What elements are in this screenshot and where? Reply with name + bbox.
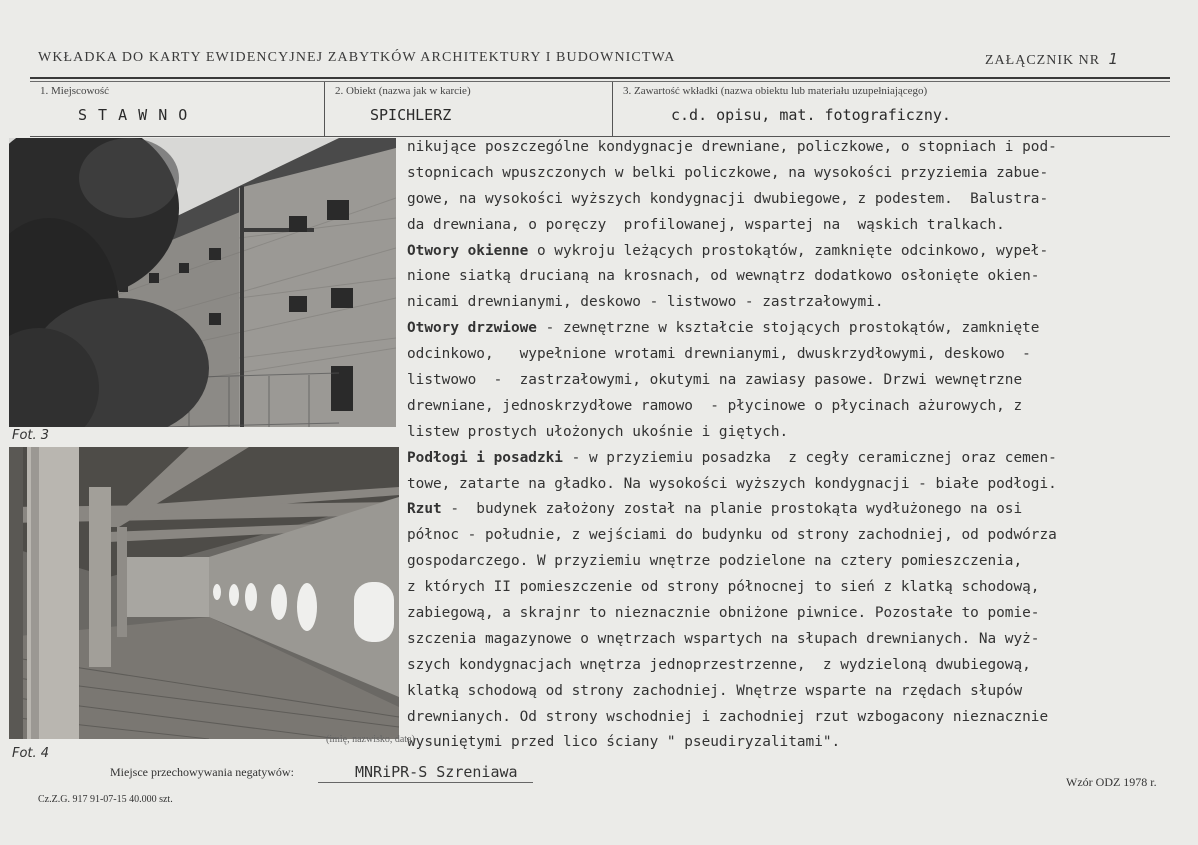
text-line-content: odcinkowo, wypełnione wrotami drewnianymi, dwuskrzydłowymi, deskowo - bbox=[407, 346, 1031, 363]
text-line bbox=[407, 601, 1169, 627]
photo-interior bbox=[9, 447, 399, 739]
section-heading: Otwory okienne bbox=[407, 242, 529, 259]
text-line-content: - zewnętrzne w kształcie stojących prostokątów, zamknięte bbox=[536, 320, 1040, 337]
text-line bbox=[407, 705, 1169, 731]
text-line-content: stopnicach wpuszczonych w belki policzkowe, na wysokości przyziemia zabue- bbox=[407, 164, 1049, 181]
annex-number-value: 1 bbox=[1108, 50, 1120, 68]
text-line bbox=[407, 575, 1169, 601]
header-rule bbox=[30, 77, 1170, 79]
text-line-content: - budynek założony został na planie prostokąta wydłużonego na osi bbox=[441, 501, 1023, 518]
text-line-content: północ - południe, z wejściami do budynku od strony zachodniej, od podwórza bbox=[407, 527, 1057, 544]
text-line bbox=[407, 523, 1169, 549]
form-title: WKŁADKA DO KARTY EWIDENCYJNEJ ZABYTKÓW ARCHITEKTURY I BUDOWNICTWA bbox=[38, 50, 676, 65]
annex-label: ZAŁĄCZNIK NR bbox=[985, 53, 1101, 68]
text-line-content: zabiegową, a skrajnr to nieznacznie obniżone piwnice. Pozostałe to pomie- bbox=[407, 605, 1040, 622]
signature-caption: (imię, nazwisko, data) bbox=[326, 734, 415, 745]
text-line-content: z których II pomieszczenie od strony północnej to sień z klatką schodową, bbox=[407, 579, 1040, 596]
text-line-content: nicami drewnianymi, deskowo - listwowo - zastrzałowymi. bbox=[407, 294, 884, 311]
section-heading: Rzut bbox=[407, 501, 442, 518]
field-locality bbox=[30, 82, 324, 136]
text-line bbox=[407, 653, 1169, 679]
section-heading: Podłogi i posadzki bbox=[407, 449, 563, 466]
form-template: Wzór ODZ 1978 r. bbox=[1066, 775, 1157, 789]
photo-label: Fot. 3 bbox=[12, 428, 50, 443]
field-label: 3. Zawartość wkładki (nazwa obiektu lub materiału uzupełniającego) bbox=[623, 85, 928, 97]
text-line-content: nikujące poszczególne kondygnacje drewniane, policzkowe, o stopniach i pod- bbox=[407, 139, 1057, 155]
text-line bbox=[407, 549, 1169, 575]
text-line-content: listew prostych ułożonych ukośnie i giętych. bbox=[407, 423, 789, 440]
text-line-content: wysuniętymi przed lico ściany " pseudiryzalitami". bbox=[407, 734, 841, 751]
text-line bbox=[407, 394, 1169, 420]
photo-exterior bbox=[9, 138, 396, 427]
field-label: 2. Obiekt (nazwa jak w karcie) bbox=[335, 85, 471, 97]
negatives-label: Miejsce przechowywania negatywów: bbox=[110, 765, 294, 779]
text-line bbox=[407, 730, 1169, 756]
text-line-content: nione siatką drucianą na krosnach, od wewnątrz dodatkowo osłonięte okien- bbox=[407, 268, 1040, 285]
text-line bbox=[407, 420, 1169, 446]
text-line bbox=[407, 135, 1169, 161]
text-line-content: da drewniana, o poręczy profilowanej, wspartej na wąskich tralkach. bbox=[407, 216, 1005, 233]
text-line-content: drewnianych. Od strony wschodniej i zachodniej rzut wzbogacony nieznacznie bbox=[407, 708, 1049, 725]
text-line bbox=[407, 679, 1169, 705]
text-line-content: klatką schodową od strony zachodniej. Wnętrze wsparte na rzędach słupów bbox=[407, 682, 1023, 699]
text-line-content: gospodarczego. W przyziemiu wnętrze podzielone na cztery pomieszczenia, bbox=[407, 553, 1023, 570]
annex-number bbox=[985, 50, 1119, 69]
text-line-content: gowe, na wysokości wyższych kondygnacji dwubiegowe, z podestem. Balustra- bbox=[407, 190, 1049, 207]
text-line bbox=[407, 342, 1169, 368]
text-line bbox=[407, 627, 1169, 653]
text-line-content: szczenia magazynowe o wnętrzach wspartych na słupach drewnianych. Na wyż- bbox=[407, 630, 1040, 647]
negatives-location: MNRiPR-S Szreniawa bbox=[355, 763, 518, 781]
text-line-content: o wykroju leżących prostokątów, zamknięte odcinkowo, wypeł- bbox=[528, 242, 1049, 259]
text-line bbox=[407, 290, 1169, 316]
text-line-content: szych kondygnacjach wnętrza jednoprzestrzenne, z wydzieloną dwubiegową, bbox=[407, 656, 1031, 673]
text-line-content: towe, zatarte na gładko. Na wysokości wyższych kondygnacji - białe podłogi. bbox=[407, 475, 1057, 492]
text-line bbox=[407, 213, 1169, 239]
fields-row bbox=[30, 82, 1170, 136]
field-value: S T A W N O bbox=[78, 106, 189, 124]
text-line bbox=[407, 316, 1169, 342]
field-value: c.d. opisu, mat. fotograficzny. bbox=[671, 106, 951, 124]
text-line bbox=[407, 368, 1169, 394]
text-line bbox=[407, 239, 1169, 265]
text-line-content: - w przyziemiu posadzka z cegły ceramicznej oraz cemen- bbox=[562, 449, 1057, 466]
text-line bbox=[407, 497, 1169, 523]
print-info: Cz.Z.G. 917 91-07-15 40.000 szt. bbox=[38, 794, 173, 805]
text-line bbox=[407, 446, 1169, 472]
field-object bbox=[324, 82, 613, 136]
text-line bbox=[407, 161, 1169, 187]
negatives-underline bbox=[318, 782, 533, 783]
text-line-content: listwowo - zastrzałowymi, okutymi na zawiasy pasowe. Drzwi wewnętrzne bbox=[407, 372, 1023, 389]
text-line bbox=[407, 264, 1169, 290]
section-heading: Otwory drzwiowe bbox=[407, 320, 537, 337]
photo-label: Fot. 4 bbox=[12, 746, 50, 761]
field-label: 1. Miejscowość bbox=[40, 85, 110, 97]
text-line bbox=[407, 472, 1169, 498]
field-value: SPICHLERZ bbox=[370, 106, 452, 124]
text-line-content: drewniane, jednoskrzydłowe ramowo - płycinowe o płycinach ażurowych, z bbox=[407, 397, 1023, 414]
field-contents bbox=[612, 82, 1171, 136]
text-line bbox=[407, 187, 1169, 213]
description-text bbox=[407, 135, 1169, 756]
